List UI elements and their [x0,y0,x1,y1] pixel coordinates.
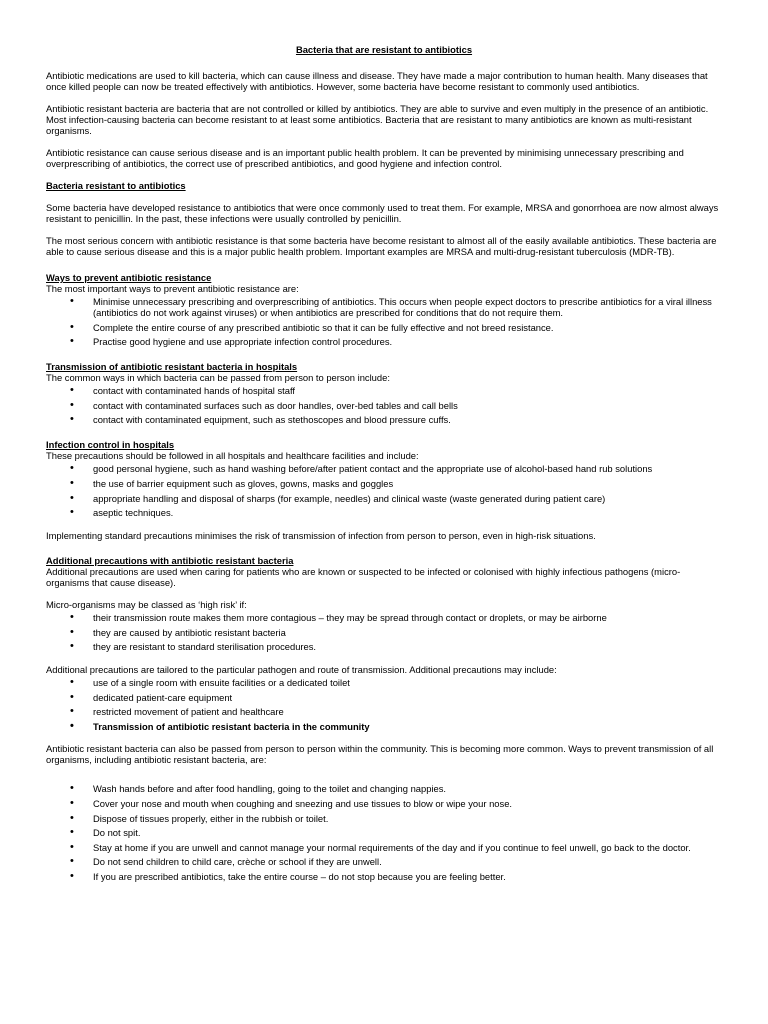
prevent-list [46,296,722,347]
list-item: • contact with contaminated equipment, such as stethoscopes and blood pressure cuffs. [46,414,722,425]
list-item: • restricted movement of patient and healthcare [46,706,722,717]
document-page [46,44,722,885]
list-item: • Minimise unnecessary prescribing and overprescribing of antibiotics. This occurs when people expect doctors to prescribe antibiotics for a viral illness (antibiotics do not work against viruses) or when antibiotics are prescribed for conditions that do not require them. [46,296,722,318]
list-item: • contact with contaminated surfaces such as door handles, over-bed tables and call bells [46,400,722,411]
intro-paragraph-2: Antibiotic resistant bacteria are bacteria that are not controlled or killed by antibiotics. They are able to survive and even multiply in the presence of an antibiotic. Most infection-causing bacteria can become resistant to at least some antibiotics. Bacteria that are resistant to many antibiotics are known as multi-resistant organisms. [46,103,709,136]
resistant-paragraph-1: Some bacteria have developed resistance to antibiotics that were once commonly used to treat them. For example, MRSA and gonorrhoea are now almost always resistant to penicillin. In the past, these infections were usually controlled by penicillin. [46,202,719,224]
list-item: • they are caused by antibiotic resistant bacteria [46,627,722,638]
additional-lead-3: Additional precautions are tailored to the particular pathogen and route of transmission. Additional precautions may include: [46,663,557,675]
list-item: • contact with contaminated hands of hospital staff [46,385,722,396]
list-item: • Do not spit. [46,827,722,838]
infection-after-paragraph: Implementing standard precautions minimises the risk of transmission of infection from person to person, even in high-risk situations. [46,530,596,542]
additional-precautions-list [46,677,722,732]
list-item: • Dispose of tissues properly, either in the rubbish or toilet. [46,813,722,824]
section-heading-resistant: Bacteria resistant to antibiotics [46,180,186,191]
additional-lead: Additional precautions are used when caring for patients who are known or suspected to be infected or colonised with highly infectious pathogens (micro-organisms that cause disease). [46,566,681,589]
section-additional [46,555,722,732]
section-prevent [46,272,722,347]
intro-paragraph-1: Antibiotic medications are used to kill bacteria, which can cause illness and disease. They have made a major contribution to human health. Many diseases that once killed people can now be treated effectively with antibiotics. However, some bacteria have become resistant to commonly used antibiotics. [46,70,708,92]
list-item: • Stay at home if you are unwell and cannot manage your normal requirements of the day and if you continue to feel unwell, go back to the doctor. [46,842,722,853]
list-item: • their transmission route makes them more contagious – they may be spread through contact or droplets, or may be airborne [46,612,722,623]
list-item: • If you are prescribed antibiotics, take the entire course – do not stop because you are feeling better. [46,871,722,882]
prevent-lead: The most important ways to prevent antibiotic resistance are: [46,283,299,294]
community-lead: Antibiotic resistant bacteria can also be passed from person to person within the community. This is becoming more common. Ways to prevent transmission of all organisms, including antibiotic resistant bacteria, are: [46,743,714,766]
section-transmission [46,361,722,425]
list-item: • Do not send children to child care, crèche or school if they are unwell. [46,856,722,867]
resistant-paragraph-2: The most serious concern with antibiotic resistance is that some bacteria have become resistant to almost all of the easily available antibiotics. These bacteria are able to cause serious disease and this is a major public health problem. Important examples are MRSA and multi-drug-resistant tuberculosis (MDR-TB). [46,235,717,257]
transmission-lead: The common ways in which bacteria can be passed from person to person include: [46,372,390,384]
list-item: • Complete the entire course of any prescribed antibiotic so that it can be fully effective and not breed resistance. [46,322,722,333]
list-item-bold: • Transmission of antibiotic resistant bacteria in the community [46,721,722,732]
section-infection [46,439,722,518]
list-item: • the use of barrier equipment such as gloves, gowns, masks and goggles [46,478,722,489]
section-heading-additional: Additional precautions with antibiotic resistant bacteria [46,555,294,567]
list-item: • good personal hygiene, such as hand washing before/after patient contact and the appropriate use of alcohol-based hand rub solutions [46,463,722,474]
section-heading-transmission: Transmission of antibiotic resistant bacteria in hospitals [46,361,298,373]
additional-risk-list [46,612,722,652]
list-item: • Cover your nose and mouth when coughing and sneezing and use tissues to blow or wipe your nose. [46,798,722,809]
transmission-list [46,385,722,425]
list-item: • Practise good hygiene and use appropriate infection control procedures. [46,336,722,347]
list-item: • Wash hands before and after food handling, going to the toilet and changing nappies. [46,783,722,794]
list-item: • use of a single room with ensuite facilities or a dedicated toilet [46,677,722,688]
intro-paragraph-3: Antibiotic resistance can cause serious disease and is an important public health problem. It can be prevented by minimising unnecessary prescribing and overprescribing of antibiotics, the correct use of prescribed antibiotics, and good hygiene and infection control. [46,147,684,169]
section-heading-infection: Infection control in hospitals [46,439,175,451]
list-item: • dedicated patient-care equipment [46,692,722,703]
list-item: • they are resistant to standard sterilisation procedures. [46,641,722,652]
infection-lead: These precautions should be followed in all hospitals and healthcare facilities and include: [46,450,419,462]
additional-lead-2: Micro-organisms may be classed as ‘high risk’ if: [46,599,247,611]
document-title: Bacteria that are resistant to antibiotics [295,44,473,55]
list-item: • appropriate handling and disposal of sharps (for example, needles) and clinical waste (waste generated during patient care) [46,493,722,504]
list-item: • aseptic techniques. [46,507,722,518]
infection-list [46,463,722,518]
section-heading-prevent: Ways to prevent antibiotic resistance [46,272,212,283]
community-list [46,783,722,882]
